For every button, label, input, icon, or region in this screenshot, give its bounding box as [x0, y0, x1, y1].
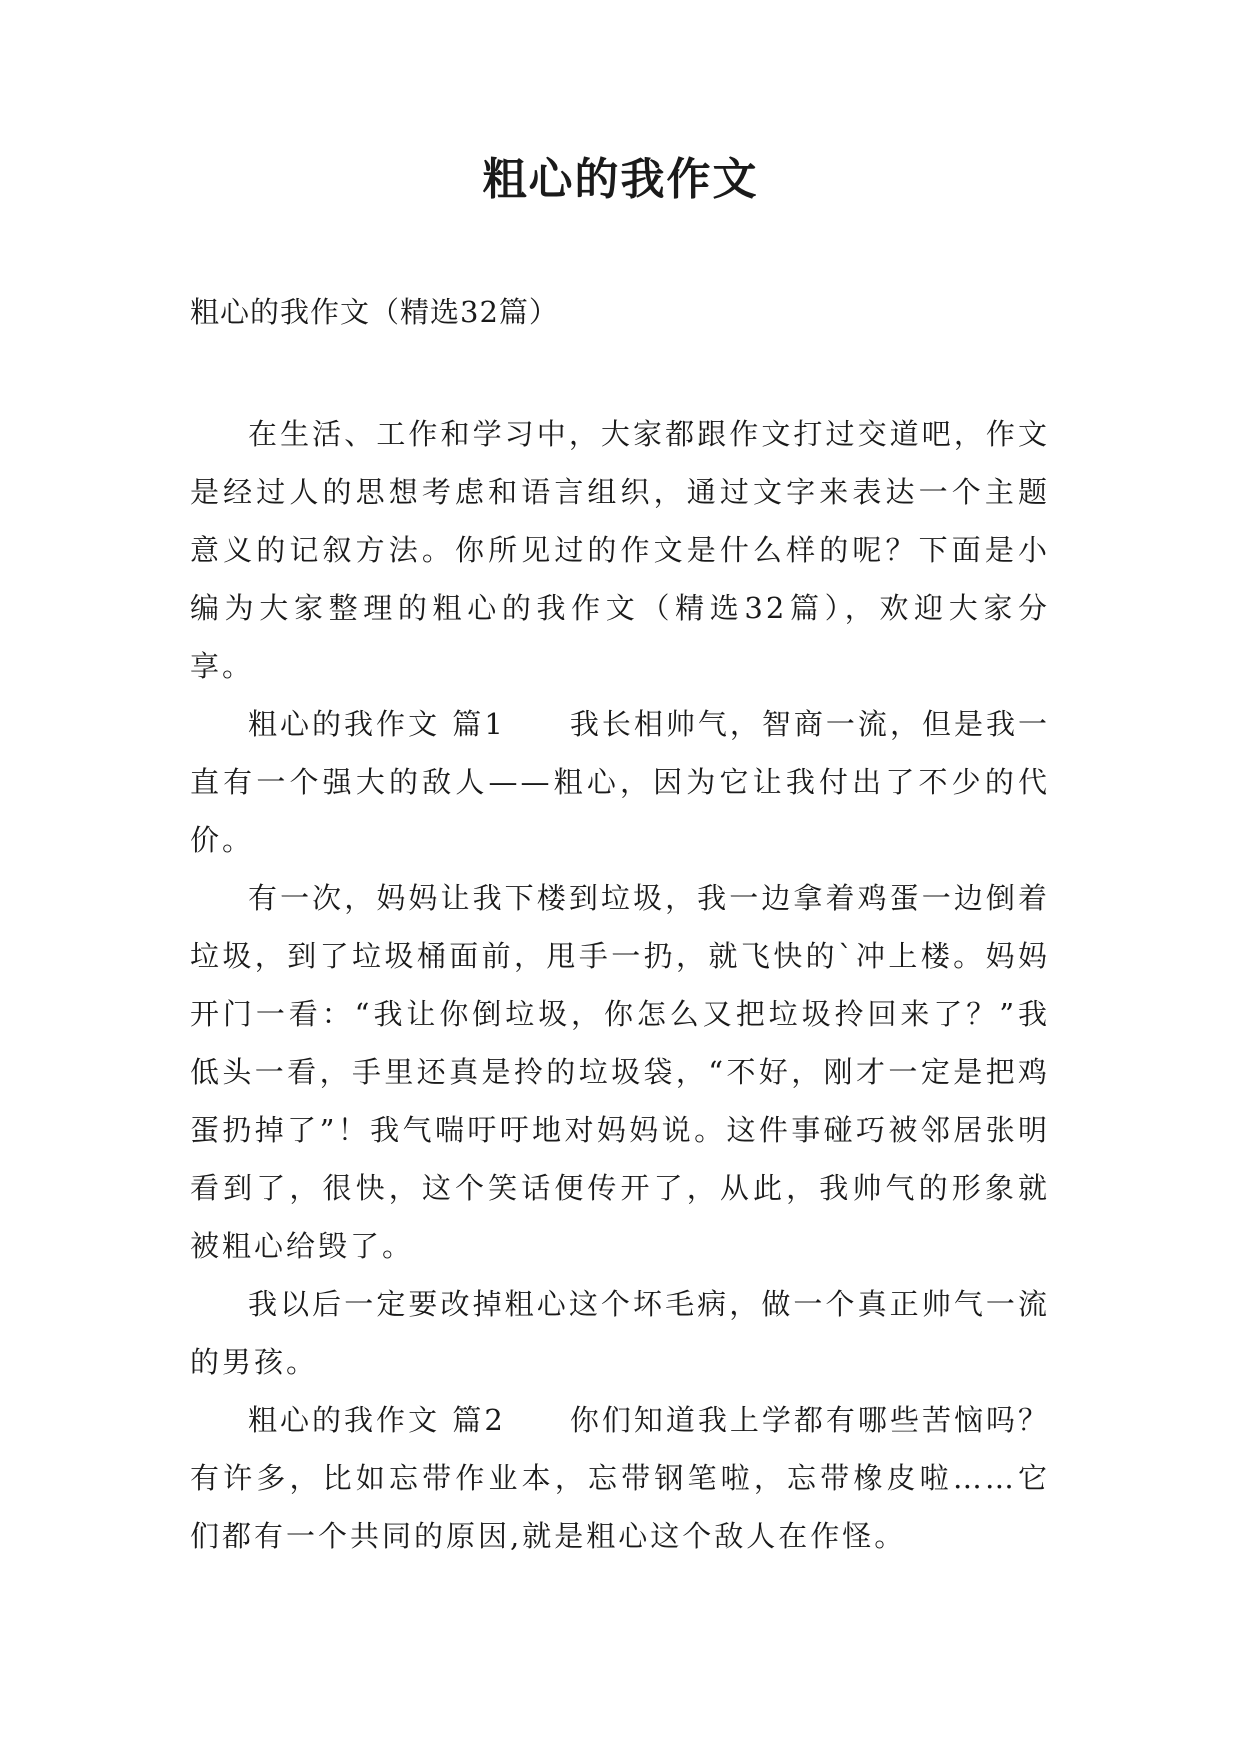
document-title: 粗心的我作文: [482, 154, 759, 205]
document-subtitle: 粗心的我作文（精选32篇）: [190, 295, 559, 329]
document-body: [190, 405, 1050, 1565]
paragraph-essay-1-conclusion: 我以后一定要改掉粗心这个坏毛病，做一个真正帅气一流的男孩。: [190, 1287, 1050, 1379]
paragraph-essay-1-story: 有一次，妈妈让我下楼到垃圾，我一边拿着鸡蛋一边倒着垃圾，到了垃圾桶面前，甩手一扔，就飞快的`冲上楼。妈妈开门一看：“我让你倒垃圾，你怎么又把垃圾拎回来了？”我低头一看，手里还真是拎的垃圾袋，“不好，刚才一定是把鸡蛋扔掉了”！我气喘吁吁地对妈妈说。这件事碰巧被邻居张明看到了，很快，这个笑话便传开了，从此，我帅气的形象就被粗心给毁了。: [190, 881, 1050, 1263]
paragraph-essay-1-opening: 粗心的我作文 篇1 我长相帅气，智商一流，但是我一直有一个强大的敌人——粗心，因为它让我付出了不少的代价。: [190, 707, 1050, 857]
paragraph-intro: 在生活、工作和学习中，大家都跟作文打过交道吧，作文是经过人的思想考虑和语言组织，通过文字来表达一个主题意义的记叙方法。你所见过的作文是什么样的呢？下面是小编为大家整理的粗心的我作文（精选32篇），欢迎大家分享。: [190, 417, 1050, 683]
paragraph-essay-2-opening: 粗心的我作文 篇2 你们知道我上学都有哪些苦恼吗？有许多，比如忘带作业本，忘带钢笔啦，忘带橡皮啦……它们都有一个共同的原因,就是粗心这个敌人在作怪。: [190, 1403, 1050, 1553]
